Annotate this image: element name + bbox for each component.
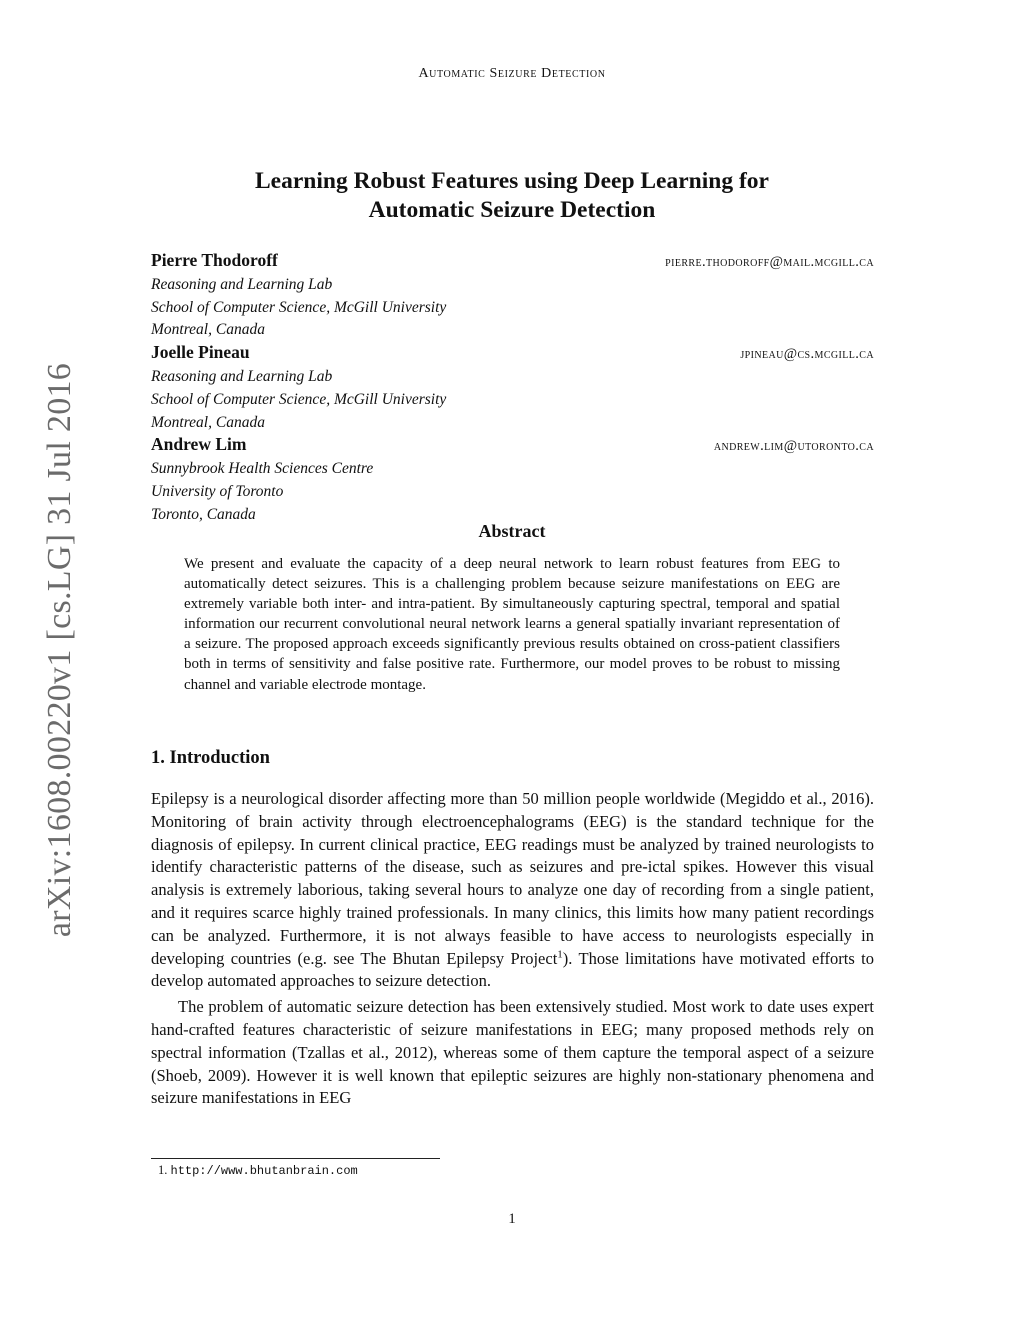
author-affiliation: Toronto, Canada bbox=[151, 505, 256, 523]
author-name: Joelle Pineau bbox=[151, 342, 250, 363]
introduction-body bbox=[151, 788, 874, 1110]
author-affiliation: University of Toronto bbox=[151, 482, 284, 500]
author-block bbox=[151, 250, 874, 526]
author-email[interactable]: jpineau@cs.mcgill.ca bbox=[740, 346, 874, 363]
title-line-2: Automatic Seizure Detection bbox=[368, 197, 656, 223]
author-affiliation: Reasoning and Learning Lab bbox=[151, 368, 333, 386]
paragraph bbox=[151, 788, 874, 993]
author-entry bbox=[151, 434, 874, 526]
author-affiliation: Sunnybrook Health Sciences Centre bbox=[151, 460, 374, 478]
author-affiliation: Reasoning and Learning Lab bbox=[151, 276, 333, 293]
author-affiliation: Montreal, Canada bbox=[151, 413, 265, 431]
arxiv-identifier: arXiv:1608.00220v1 [cs.LG] 31 Jul 2016 bbox=[41, 362, 78, 938]
author-name: Andrew Lim bbox=[151, 434, 247, 455]
author-affiliation: Montreal, Canada bbox=[151, 321, 265, 339]
author-name: Pierre Thodoroff bbox=[151, 250, 278, 270]
author-affiliation: School of Computer Science, McGill University bbox=[151, 298, 447, 316]
author-email[interactable]: pierre.thodoroff@mail.mcgill.ca bbox=[665, 254, 874, 270]
running-head: Automatic Seizure Detection bbox=[418, 66, 606, 81]
page-number: 1 bbox=[508, 1211, 516, 1227]
author-affiliation: School of Computer Science, McGill University bbox=[151, 390, 447, 408]
paragraph: The problem of automatic seizure detection has been extensively studied. Most work to date uses expert hand-crafted features characteristic of seizure manifestations in EEG; many proposed methods rely on spectral information (Tzallas et al., 2012), whereas some of them capture the temporal aspect of a seizure (Shoeb, 2009). However it is well known that epileptic seizures are highly non-stationary phenomena and seizure manifestations in EEG bbox=[151, 997, 874, 1108]
footnote-reference[interactable]: 1 bbox=[557, 948, 563, 961]
section-heading-introduction: 1. Introduction bbox=[151, 748, 270, 768]
footnote-number: 1. bbox=[158, 1163, 168, 1177]
author-email[interactable]: andrew.lim@utoronto.ca bbox=[713, 438, 874, 455]
paragraph-text: ). Those limitations have motivated efforts to develop automated approaches to seizure detection. bbox=[151, 948, 874, 991]
abstract-heading: Abstract bbox=[478, 521, 546, 541]
abstract-text: We present and evaluate the capacity of a deep neural network to learn robust features from EEG to automatically detect seizures. This is a challenging problem because seizure manifestations on EEG are extremely variable both inter- and intra-patient. By simultaneously capturing spectral, temporal and spatial information our recurrent convolutional neural network learns a general spatially invariant representation of a seizure. The proposed approach exceeds significantly previous results obtained on cross-patient classifiers both in terms of sensitivity and false positive rate. Furthermore, our model proves to be robust to missing channel and variable electrode montage. bbox=[184, 556, 840, 693]
footnote-divider bbox=[151, 1158, 440, 1159]
author-entry bbox=[151, 342, 874, 434]
paper-title bbox=[150, 167, 874, 225]
footnote bbox=[158, 1163, 358, 1178]
footnote-link[interactable]: http://www.bhutanbrain.com bbox=[170, 1164, 358, 1178]
title-line-1: Learning Robust Features using Deep Learning for bbox=[255, 168, 769, 194]
author-entry bbox=[151, 250, 874, 342]
paragraph-text: Epilepsy is a neurological disorder affecting more than 50 million people worldwide (Megiddo et al., 2016). Monitoring of brain activity through electroencephalograms (EEG) is the standard technique for the diagnosis of epilepsy. In current clinical practice, EEG readings must be analyzed by trained neurologists to identify characteristic patterns of the disease, such as seizures and pre-ictal spikes. However this visual analysis is extremely laborious, taking several hours to analyze one day of recording from a single patient, and it requires scarce highly trained professionals. In many clinics, this limits how many patient recordings can be analyzed. Furthermore, it is not always feasible to have access to neurologists especially in developing countries (e.g. see The Bhutan Epilepsy Project bbox=[151, 789, 874, 968]
